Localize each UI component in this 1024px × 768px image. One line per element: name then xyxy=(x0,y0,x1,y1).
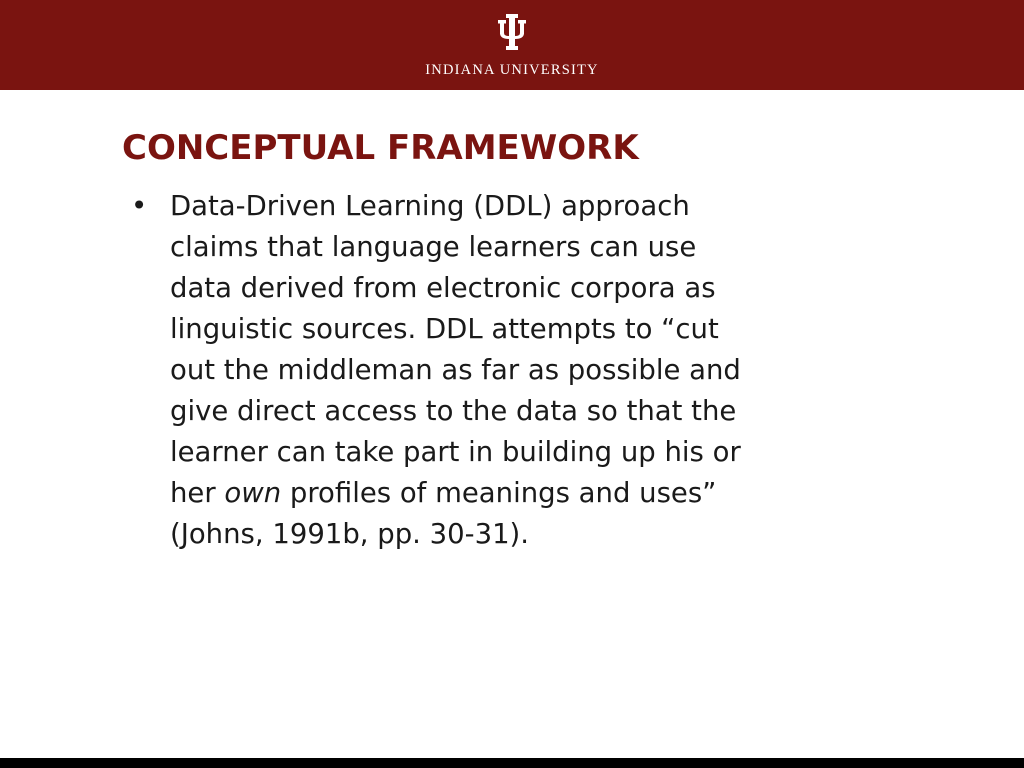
bottom-bar xyxy=(0,758,1024,768)
header-bar xyxy=(0,0,1024,90)
bullet-text-line: out the middleman as far as possible and xyxy=(170,354,741,386)
bullet-text-line: (Johns, 1991b, pp. 30-31). xyxy=(170,518,530,550)
bullet-dot-icon: • xyxy=(131,190,148,222)
bullet-text-line xyxy=(170,473,897,514)
bullet-text-segment: profiles of meanings and uses” xyxy=(281,477,717,509)
bullet-text-segment: her xyxy=(170,477,225,509)
iu-trident-icon xyxy=(497,14,527,50)
bullet-item xyxy=(127,186,897,555)
bullet-text-line: learner can take part in building up his or xyxy=(170,436,741,468)
bullet-text-line: linguistic sources. DDL attempts to “cut xyxy=(170,313,719,345)
bullet-list xyxy=(127,186,897,555)
bullet-text-line: data derived from electronic corpora as xyxy=(170,272,716,304)
bullet-text-line: claims that language learners can use xyxy=(170,231,697,263)
bullet-text-line: give direct access to the data so that the xyxy=(170,395,737,427)
bullet-text-line: Data-Driven Learning (DDL) approach xyxy=(170,190,690,222)
university-wordmark: INDIANA UNIVERSITY xyxy=(425,62,599,78)
slide-title: CONCEPTUAL FRAMEWORK xyxy=(122,128,639,168)
emphasis-text: own xyxy=(224,477,282,509)
